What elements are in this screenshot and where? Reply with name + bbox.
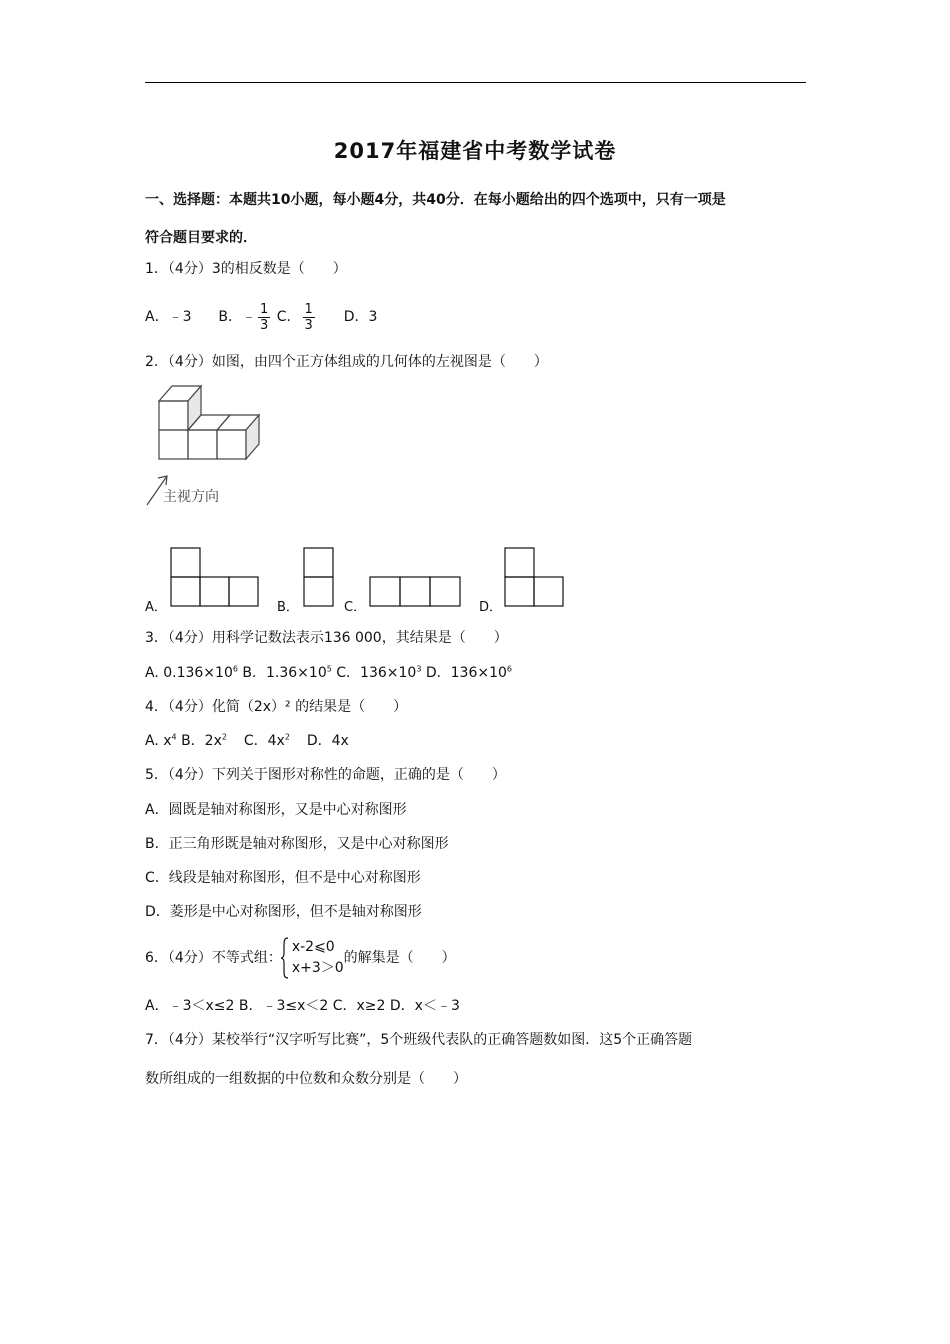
q4-option-c: C．$4x^2$: [243, 732, 290, 749]
q6-inequality-2: x+3＞0: [291, 960, 344, 976]
q5-option-c: C．线段是轴对称图形，但不是中心对称图形: [145, 870, 421, 886]
q3-stem: 3．（4分）用科学记数法表示136 000，其结果是（ ）: [145, 630, 508, 646]
q1-option-b-numerator: 1: [260, 301, 269, 317]
q6-stem-prefix: 6．（4分）不等式组：: [145, 950, 282, 966]
q1-option-c-fraction: [303, 302, 315, 333]
q4-option-b: B．$2x^2$: [181, 732, 227, 749]
q2-option-a: A．: [145, 600, 167, 615]
q2-option-c-figure: [369, 576, 462, 609]
q6-inequality-system: [282, 937, 344, 979]
q5-option-d: D．菱形是中心对称图形，但不是轴对称图形: [145, 904, 422, 920]
q1-options: [145, 300, 377, 334]
q2-stem: 2．（4分）如图，由四个正方体组成的几何体的左视图是（ ）: [145, 354, 548, 370]
q3-option-a: A. $0.136\times 10^6$: [145, 664, 238, 681]
q3-option-c: C．$136\times 10^3$: [336, 664, 422, 681]
q3-options: [145, 663, 512, 683]
q1-option-b-fraction: [258, 302, 270, 333]
q4-stem: 4．（4分）化简（2x）² 的结果是（ ）: [145, 699, 408, 715]
q2-option-c: C．: [344, 600, 367, 615]
q6-stem: [145, 936, 456, 980]
q7-line1: 7．（4分）某校举行“汉字听写比赛”，5个班级代表队的正确答题数如图．这5个正确答题: [145, 1032, 693, 1048]
page-title: 2017年福建省中考数学试卷: [333, 139, 617, 163]
section-heading-line2: 符合题目要求的．: [145, 230, 257, 246]
q3-option-b: B．$1.36\times 10^5$: [242, 664, 332, 681]
q3-option-d: D．$136\times 10^6$: [425, 664, 513, 681]
q1-option-b-denominator: 3: [260, 317, 269, 333]
header-rule: [145, 82, 806, 83]
q2-figure-caption: 主视方向: [163, 489, 219, 505]
q1-option-d: D．3: [343, 309, 378, 325]
brace-icon: [280, 937, 290, 979]
q6-options: A．﹣3＜x≤2 B．﹣3≤x＜2 C．x≥2 D．x＜﹣3: [145, 998, 460, 1014]
q6-stem-suffix: 的解集是（ ）: [343, 950, 456, 966]
q2-option-d-figure: [504, 547, 567, 609]
q2-option-b: B．: [277, 600, 299, 615]
q4-options: [145, 731, 349, 751]
q1-option-b-prefix: B．﹣: [218, 309, 256, 325]
q5-option-a: A．圆既是轴对称图形，又是中心对称图形: [145, 802, 407, 818]
q4-option-a: A. $x^4$: [145, 732, 177, 749]
q7-line2: 数所组成的一组数据的中位数和众数分别是（ ）: [145, 1071, 467, 1087]
q6-inequality-1: x-2⩽0: [291, 939, 335, 955]
q5-stem: 5．（4分）下列关于图形对称性的命题，正确的是（ ）: [145, 767, 506, 783]
q5-option-b: B．正三角形既是轴对称图形，又是中心对称图形: [145, 836, 449, 852]
q1-option-c-numerator: 1: [304, 301, 313, 317]
section-heading-line1: 一、选择题：本题共10小题，每小题4分，共40分．在每小题给出的四个选项中，只有一项是: [145, 192, 726, 208]
q1-option-a: A．﹣3: [145, 309, 192, 325]
q2-option-a-figure: [170, 547, 262, 609]
q1-option-c-denominator: 3: [304, 317, 313, 333]
q1-option-c-prefix: C．: [276, 309, 301, 325]
q1-stem: 1．（4分）3的相反数是（ ）: [145, 261, 347, 277]
q4-option-d: D．4x: [306, 733, 349, 749]
q2-option-b-figure: [303, 547, 336, 609]
q2-option-d: D．: [479, 600, 503, 615]
